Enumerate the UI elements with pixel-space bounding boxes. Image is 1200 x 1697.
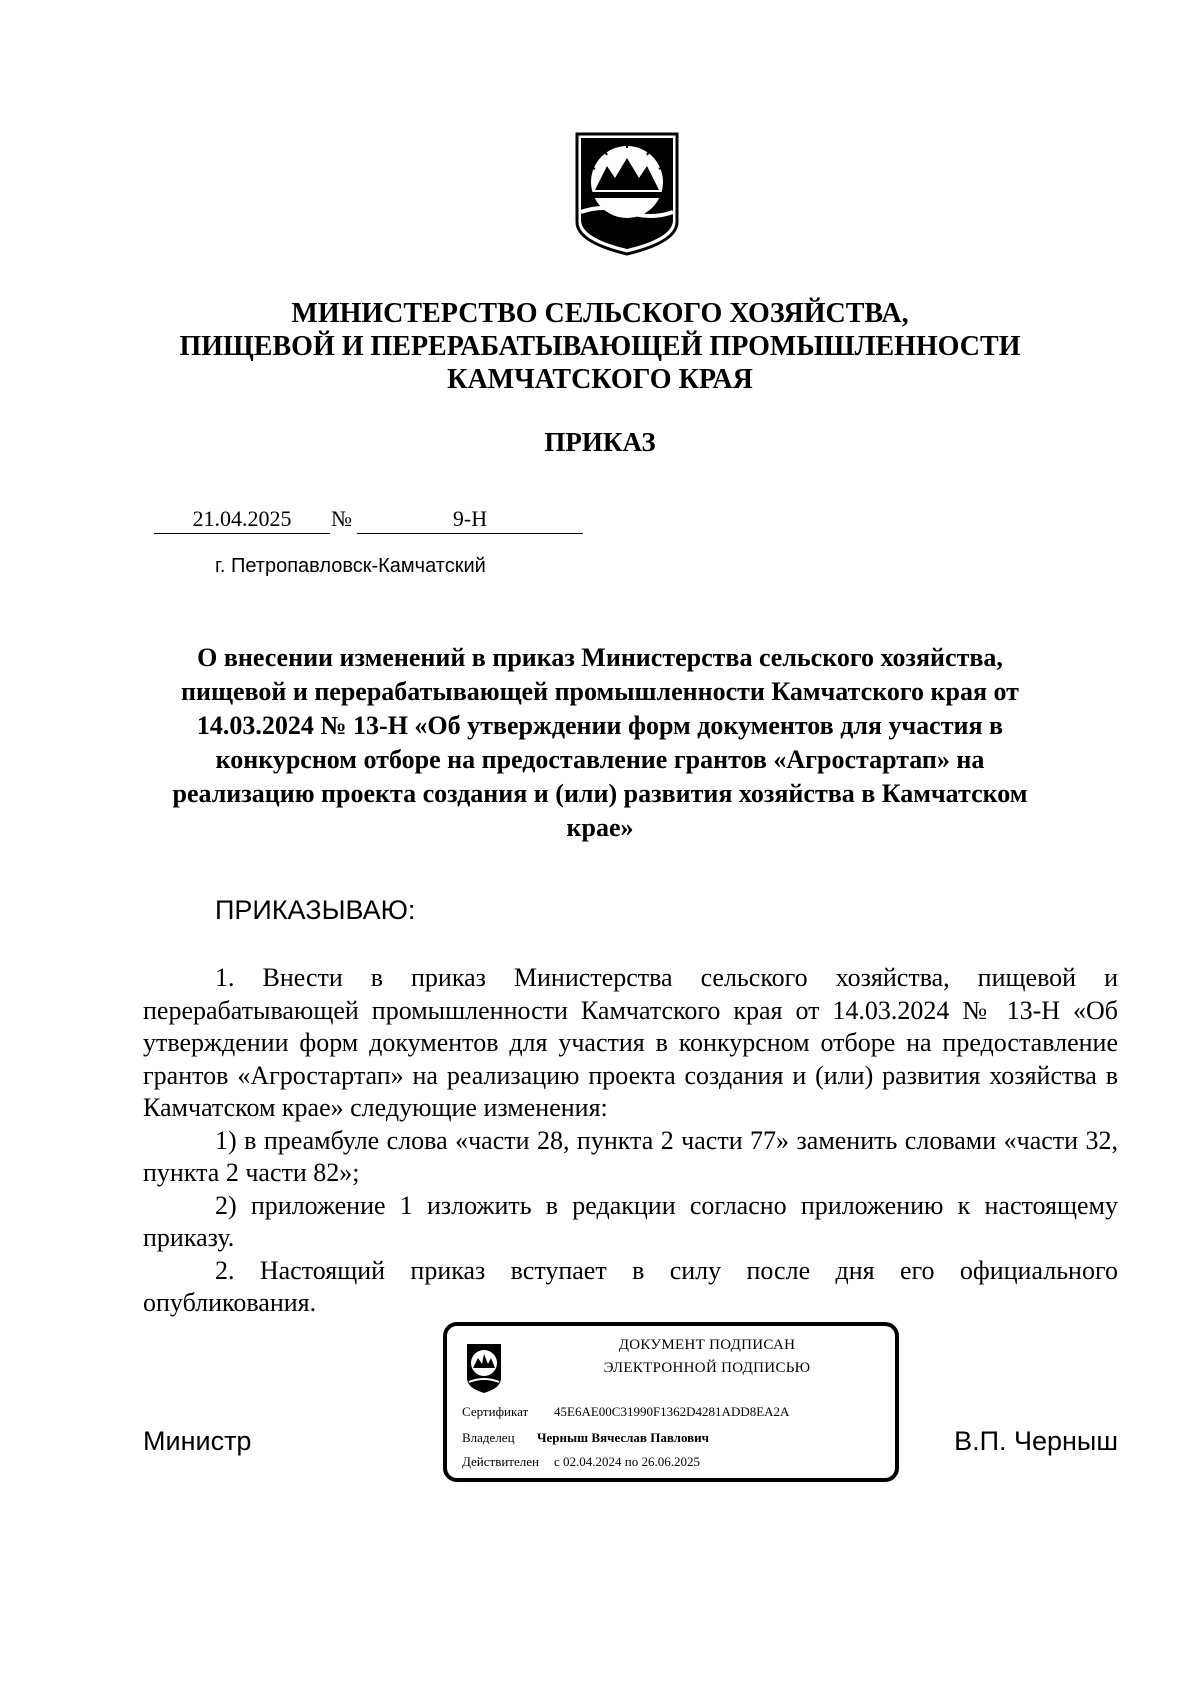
stamp-certificate-row bbox=[462, 1404, 789, 1420]
ministry-name-line-3: КАМЧАТСКОГО КРАЯ bbox=[447, 364, 753, 395]
signer-position: Министр bbox=[143, 1426, 252, 1456]
ministry-name-line-1: МИНИСТЕРСТВО СЕЛЬСКОГО ХОЗЯЙСТВА, bbox=[291, 298, 909, 329]
document-subject: О внесении изменений в приказ Министерства сельского хозяйства, пищевой и перерабатывающей промышленности Камчатского края от 14.03.2024 № 13-Н «Об утверждении форм документов для участия в конкурсном отборе на предоставление грантов «Агростартап» на реализацию проекта создания и (или) развития хозяйства в Камчатском крае» bbox=[172, 643, 1028, 842]
stamp-validity-row bbox=[462, 1454, 700, 1470]
date-number-line bbox=[0, 506, 1200, 536]
stamp-owner-label: Владелец bbox=[462, 1430, 515, 1445]
stamp-validity-value: с 02.04.2024 по 26.06.2025 bbox=[554, 1454, 700, 1469]
city: г. Петропавловск-Камчатский bbox=[215, 555, 486, 577]
electronic-signature-stamp bbox=[443, 1322, 899, 1482]
stamp-title bbox=[557, 1334, 857, 1380]
stamp-certificate-value: 45E6AE00C31990F1362D4281ADD8EA2A bbox=[554, 1404, 790, 1419]
coat-of-arms-icon bbox=[573, 130, 681, 258]
stamp-title-line-1: ДОКУМЕНТ ПОДПИСАН bbox=[618, 1337, 796, 1353]
paragraph-2: 2. Настоящий приказ вступает в силу после дня его официального опубликования. bbox=[143, 1255, 1118, 1317]
document-date: 21.04.2025 bbox=[154, 506, 330, 534]
document-body bbox=[143, 962, 1118, 1320]
signer-name: В.П. Черныш bbox=[954, 1426, 1118, 1456]
paragraph-1-2: 2) приложение 1 изложить в редакции согласно приложению к настоящему приказу. bbox=[143, 1190, 1118, 1252]
stamp-title-line-2: ЭЛЕКТРОННОЙ ПОДПИСЬЮ bbox=[603, 1360, 811, 1376]
stamp-owner-row bbox=[462, 1430, 709, 1446]
stamp-owner-value: Черныш Вячеслав Павлович bbox=[537, 1430, 709, 1445]
paragraph-1-1: 1) в преамбуле слова «части 28, пункта 2 части 77» заменить словами «части 32, пункта 2 части 82»; bbox=[143, 1125, 1118, 1187]
ministry-name-line-2: ПИЩЕВОЙ И ПЕРЕРАБАТЫВАЮЩЕЙ ПРОМЫШЛЕННОСТИ bbox=[179, 331, 1021, 362]
stamp-coat-of-arms-icon bbox=[461, 1338, 525, 1396]
stamp-certificate-label: Сертификат bbox=[462, 1404, 529, 1419]
ministry-name bbox=[0, 297, 1200, 396]
document-type: ПРИКАЗ bbox=[544, 427, 656, 457]
number-sign: № bbox=[331, 506, 352, 531]
order-word: ПРИКАЗЫВАЮ: bbox=[215, 895, 416, 925]
document-number: 9-Н bbox=[357, 506, 583, 534]
stamp-validity-label: Действителен bbox=[462, 1454, 539, 1469]
paragraph-1: 1. Внести в приказ Министерства сельского хозяйства, пищевой и перерабатывающей промышленности Камчатского края от 14.03.2024 № 13-Н «Об утверждении форм документов для участия в конкурсном отборе на предоставление грантов «Агростартап» на реализацию проекта создания и (или) развития хозяйства в Камчатском крае» следующие изменения: bbox=[143, 963, 1118, 1122]
